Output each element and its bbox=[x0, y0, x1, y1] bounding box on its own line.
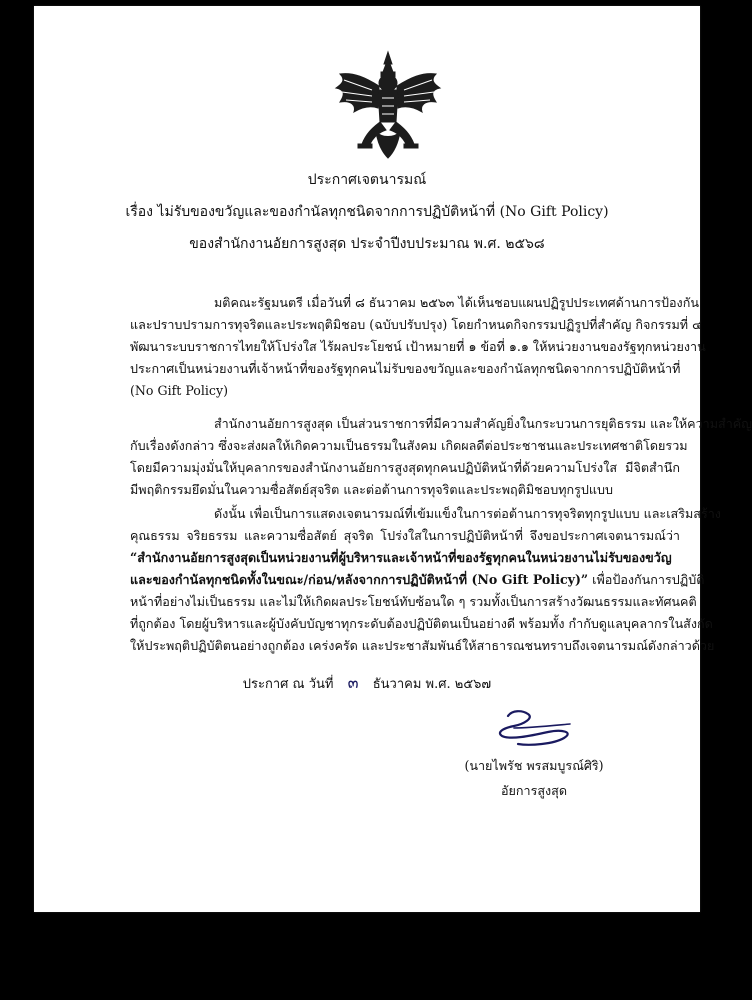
signer-name: (นายไพรัช พรสมบูรณ์ศิริ) bbox=[464, 758, 604, 773]
paragraph-line: คุณธรรม จริยธรรม และความซื่อสัตย์ สุจริต โปร่งใสในการปฏิบัติหน้าที่ จึงขอประกาศเจตนารมณ์ว่า bbox=[130, 528, 680, 543]
document-subject: เรื่อง ไม่รับของขวัญและของกำนัลทุกชนิดจากการปฏิบัติหน้าที่ (No Gift Policy) bbox=[125, 204, 609, 220]
paragraph-line: โดยมีความมุ่งมั่นให้บุคลากรของสำนักงานอัยการสูงสุดทุกคนปฏิบัติหน้าที่ด้วยความโปร่งใส มีจิตสำนึก bbox=[130, 460, 680, 475]
paragraph-3 bbox=[130, 503, 721, 657]
announcement-date bbox=[34, 671, 700, 696]
paragraph-line: กับเรื่องดังกล่าว ซึ่งจะส่งผลให้เกิดความเป็นธรรมในสังคม เกิดผลดีต่อประชาชนและประเทศชาติโดยรวม bbox=[130, 438, 688, 453]
document-title: ประกาศเจตนารมณ์ bbox=[307, 172, 427, 188]
announce-day: ๓ bbox=[347, 673, 359, 692]
paragraph-line: และปราบปรามการทุจริตและประพฤติมิชอบ (ฉบับปรับปรุง) โดยกำหนดกิจกรรมปฏิรูปที่สำคัญ กิจกรรมที่ ๔ bbox=[130, 317, 702, 332]
paragraph-line: ดังนั้น เพื่อเป็นการแสดงเจตนารมณ์ที่เข้มแข็งในการต่อต้านการทุจริตทุกรูปแบบ และเสริมสร้าง bbox=[214, 506, 721, 521]
paragraph-text: เพื่อป้องกันการปฏิบัติ bbox=[588, 572, 705, 587]
document-page bbox=[34, 6, 752, 912]
paragraph-line: ที่ถูกต้อง โดยผู้บริหารและผู้บังคับบัญชาทุกระดับต้องปฏิบัติตนเป็นอย่างดี พร้อมทั้ง กำกับดูแลบุคลากรในสังกัด bbox=[130, 616, 713, 631]
paragraph-line: ประกาศเป็นหน่วยงานที่เจ้าหน้าที่ของรัฐทุกคนไม่รับของขวัญและของกำนัลทุกชนิดจากการปฏิบัติหน้าที่ bbox=[130, 361, 681, 376]
paragraph-2 bbox=[130, 413, 752, 501]
announce-prefix: ประกาศ ณ วันที่ bbox=[242, 677, 334, 692]
paragraph-line: สำนักงานอัยการสูงสุด เป็นส่วนราชการที่มีความสำคัญยิ่งในกระบวนการยุติธรรม และให้ความสำคัญ bbox=[214, 416, 752, 431]
paragraph-line: มติคณะรัฐมนตรี เมื่อวันที่ ๘ ธันวาคม ๒๕๖๓ ได้เห็นชอบแผนปฏิรูปประเทศด้านการป้องกัน bbox=[214, 295, 699, 310]
signature-icon bbox=[478, 706, 598, 752]
paragraph-line: (No Gift Policy) bbox=[130, 383, 229, 398]
garuda-emblem-icon bbox=[332, 50, 444, 162]
paragraph-line: มีพฤติกรรมยึดมั่นในความซื่อสัตย์สุจริต และต่อต้านการทุจริตและประพฤติมิชอบทุกรูปแบบ bbox=[130, 482, 614, 497]
policy-statement-line: และของกำนัลทุกชนิดทั้งในขณะ/ก่อน/หลังจากการปฏิบัติหน้าที่ (No Gift Policy)” bbox=[130, 572, 589, 587]
paragraph-1 bbox=[130, 292, 706, 402]
document-org-year: ของสำนักงานอัยการสูงสุด ประจำปีงบประมาณ พ.ศ. ๒๕๖๘ bbox=[189, 236, 545, 252]
paragraph-line: ให้ประพฤติปฏิบัติตนอย่างถูกต้อง เคร่งครัด และประชาสัมพันธ์ให้สาธารณชนทราบถึงเจตนารมณ์ดังกล่าวด้วย bbox=[130, 638, 715, 653]
policy-statement-line: “สำนักงานอัยการสูงสุดเป็นหน่วยงานที่ผู้บริหารและเจ้าหน้าที่ของรัฐทุกคนในหน่วยงานไม่รับของขวัญ bbox=[130, 550, 672, 565]
signer-title: อัยการสูงสุด bbox=[500, 783, 568, 798]
announce-month-year: ธันวาคม พ.ศ. ๒๕๖๗ bbox=[372, 677, 492, 692]
paragraph-line: พัฒนาระบบราชการไทยให้โปร่งใส ไร้ผลประโยชน์ เป้าหมายที่ ๑ ข้อที่ ๑.๑ ให้หน่วยงานของรัฐทุกหน่วยงาน bbox=[130, 339, 706, 354]
paragraph-line: หน้าที่อย่างไม่เป็นธรรม และไม่ให้เกิดผลประโยชน์ทับซ้อนใด ๆ รวมทั้งเป็นการสร้างวัฒนธรรมและทัศนคติ bbox=[130, 594, 697, 609]
paragraph-line bbox=[130, 569, 705, 591]
